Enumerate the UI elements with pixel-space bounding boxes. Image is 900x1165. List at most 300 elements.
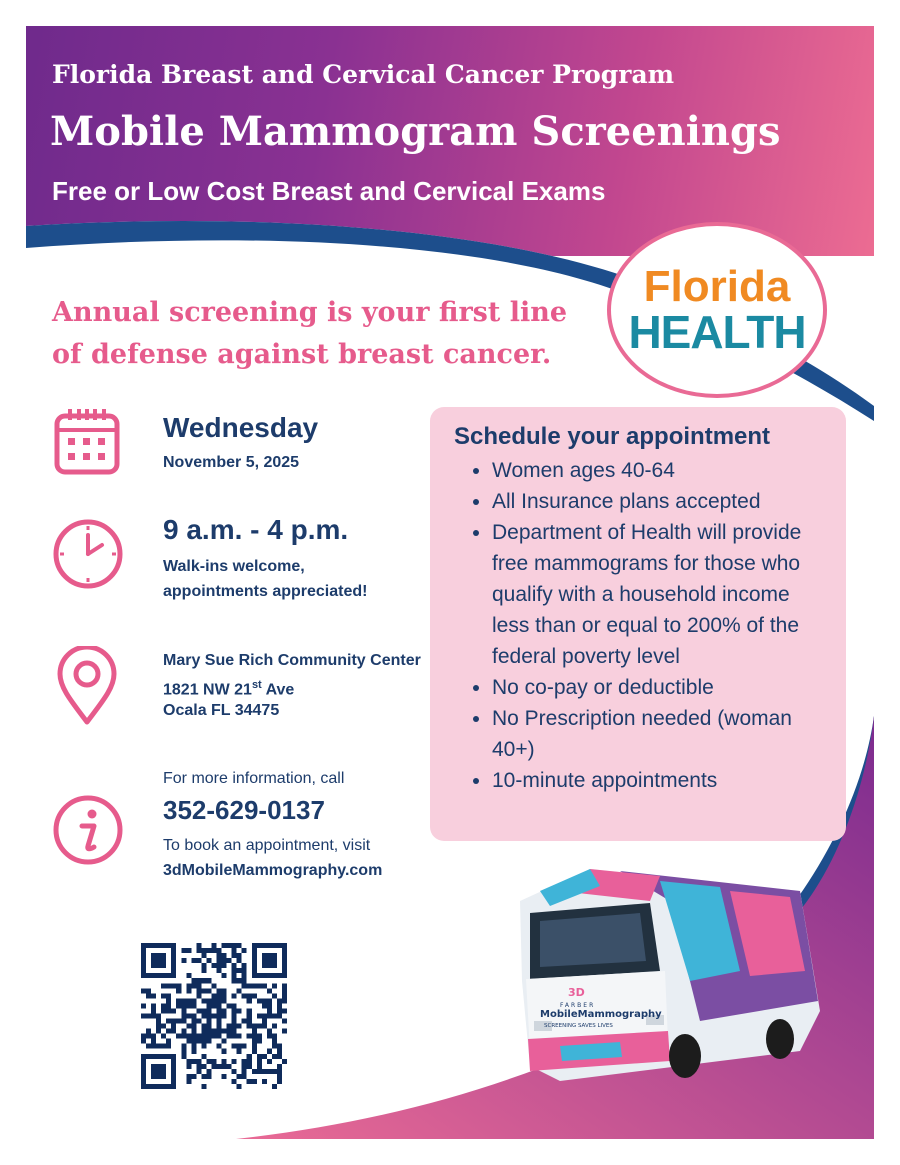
- qr-module: [217, 1024, 222, 1029]
- qr-module: [181, 1008, 186, 1013]
- qr-module: [272, 1024, 277, 1029]
- event-date: November 5, 2025: [163, 454, 300, 471]
- qr-module: [146, 993, 151, 998]
- qr-module: [201, 1013, 206, 1018]
- qr-module: [201, 1008, 206, 1013]
- qr-module: [141, 1013, 146, 1018]
- qr-module: [242, 963, 247, 968]
- location-pin-icon: [52, 646, 122, 726]
- qr-module: [196, 1069, 201, 1074]
- qr-module: [196, 958, 201, 963]
- bus-brand-farber: FARBER: [560, 1002, 596, 1009]
- qr-module: [242, 1059, 247, 1064]
- qr-module: [186, 988, 191, 993]
- qr-module: [222, 1013, 227, 1018]
- qr-module: [232, 1034, 237, 1039]
- qr-module: [196, 1034, 201, 1039]
- bus-brand-slogan: SCREENING SAVES LIVES: [544, 1023, 613, 1029]
- qr-module: [166, 1019, 171, 1024]
- qr-module: [232, 1019, 237, 1024]
- qr-module: [191, 958, 196, 963]
- qr-module: [201, 1074, 206, 1079]
- qr-module: [161, 1024, 166, 1029]
- qr-module: [262, 1054, 267, 1059]
- qr-module: [166, 998, 171, 1003]
- qr-module: [277, 1064, 282, 1069]
- qr-module: [237, 943, 242, 948]
- qr-module: [282, 1019, 287, 1024]
- qr-module: [237, 1084, 242, 1089]
- qr-module: [151, 1044, 156, 1049]
- qr-module: [232, 993, 237, 998]
- qr-module: [146, 1044, 151, 1049]
- clock-icon: [52, 518, 124, 590]
- qr-module: [232, 1029, 237, 1034]
- qr-module: [262, 1019, 267, 1024]
- qr-module: [272, 983, 277, 988]
- qr-module: [247, 1034, 252, 1039]
- qr-module: [237, 958, 242, 963]
- qr-module: [217, 958, 222, 963]
- qr-module: [211, 1064, 216, 1069]
- qr-module: [186, 1064, 191, 1069]
- qr-module: [181, 958, 186, 963]
- page-title: Mobile Mammogram Screenings: [50, 108, 781, 155]
- qr-module: [201, 978, 206, 983]
- qr-module: [232, 963, 237, 968]
- qr-module: [166, 1003, 171, 1008]
- qr-module: [191, 1044, 196, 1049]
- qr-module: [237, 968, 242, 973]
- qr-module: [282, 998, 287, 1003]
- qr-module: [206, 1074, 211, 1079]
- qr-module: [222, 958, 227, 963]
- qr-module: [211, 1029, 216, 1034]
- qr-module: [272, 1044, 277, 1049]
- qr-module: [151, 1003, 156, 1008]
- qr-module: [176, 1034, 181, 1039]
- qr-module: [146, 1034, 151, 1039]
- qr-module: [161, 1034, 166, 1039]
- qr-module: [267, 1034, 272, 1039]
- qr-module: [191, 1019, 196, 1024]
- qr-module: [277, 1069, 282, 1074]
- qr-module: [257, 1069, 262, 1074]
- qr-module: [201, 968, 206, 973]
- qr-module: [206, 1029, 211, 1034]
- qr-module: [272, 1069, 277, 1074]
- qr-module: [206, 1069, 211, 1074]
- qr-module: [222, 1049, 227, 1054]
- qr-module: [217, 968, 222, 973]
- qr-module: [191, 1049, 196, 1054]
- qr-module: [166, 983, 171, 988]
- qr-module: [171, 1019, 176, 1024]
- qr-module: [206, 1008, 211, 1013]
- qr-module: [222, 963, 227, 968]
- qr-module: [232, 1079, 237, 1084]
- qr-module: [232, 948, 237, 953]
- qr-module: [171, 983, 176, 988]
- qr-module: [237, 988, 242, 993]
- qr-module: [206, 998, 211, 1003]
- qr-module: [211, 993, 216, 998]
- qr-module: [222, 943, 227, 948]
- qr-module: [151, 1013, 156, 1018]
- qr-module: [201, 963, 206, 968]
- qr-module: [206, 958, 211, 963]
- qr-module: [262, 983, 267, 988]
- schedule-item: • No co-pay or deductible: [492, 672, 828, 703]
- qr-module: [257, 1059, 262, 1064]
- qr-module: [242, 1074, 247, 1079]
- qr-module: [277, 998, 282, 1003]
- qr-module: [237, 953, 242, 958]
- qr-module: [232, 1024, 237, 1029]
- qr-module: [272, 993, 277, 998]
- qr-module: [201, 998, 206, 1003]
- qr-module: [237, 1074, 242, 1079]
- qr-module: [217, 988, 222, 993]
- qr-module: [206, 988, 211, 993]
- qr-module: [206, 948, 211, 953]
- qr-module: [186, 983, 191, 988]
- venue-city: Ocala FL 34475: [163, 702, 280, 719]
- qr-module: [267, 1059, 272, 1064]
- qr-module: [242, 993, 247, 998]
- qr-module: [186, 973, 191, 978]
- qr-module: [201, 953, 206, 958]
- qr-module: [201, 1034, 206, 1039]
- event-day: Wednesday: [163, 412, 319, 443]
- qr-module: [232, 1003, 237, 1008]
- qr-module: [196, 1039, 201, 1044]
- qr-module: [186, 1034, 191, 1039]
- qr-module: [166, 993, 171, 998]
- qr-module: [232, 1013, 237, 1018]
- qr-module: [277, 1074, 282, 1079]
- qr-module: [196, 1008, 201, 1013]
- qr-module: [146, 988, 151, 993]
- qr-module: [176, 1003, 181, 1008]
- qr-module: [257, 1039, 262, 1044]
- qr-module: [222, 998, 227, 1003]
- qr-module: [272, 1034, 277, 1039]
- qr-module: [141, 1034, 146, 1039]
- qr-module: [262, 1013, 267, 1018]
- qr-module: [176, 983, 181, 988]
- qr-module: [206, 978, 211, 983]
- qr-module: [247, 1059, 252, 1064]
- qr-module: [201, 1064, 206, 1069]
- qr-module: [222, 1029, 227, 1034]
- qr-module: [211, 998, 216, 1003]
- qr-module: [211, 983, 216, 988]
- qr-module: [237, 1049, 242, 1054]
- qr-module: [156, 1029, 161, 1034]
- qr-module: [217, 1008, 222, 1013]
- qr-module: [186, 1074, 191, 1079]
- qr-module: [247, 1013, 252, 1018]
- info-icon: [52, 794, 124, 866]
- qr-module: [242, 968, 247, 973]
- qr-module: [206, 1003, 211, 1008]
- qr-module: [161, 1044, 166, 1049]
- qr-module: [166, 1039, 171, 1044]
- qr-module: [227, 1064, 232, 1069]
- qr-module: [211, 943, 216, 948]
- qr-module: [237, 1034, 242, 1039]
- qr-module: [277, 1049, 282, 1054]
- qr-module: [186, 1059, 191, 1064]
- qr-module: [222, 973, 227, 978]
- qr-module: [186, 1079, 191, 1084]
- qr-module: [191, 1059, 196, 1064]
- qr-module: [206, 1034, 211, 1039]
- qr-module: [191, 1034, 196, 1039]
- qr-module: [161, 1003, 166, 1008]
- qr-module: [242, 983, 247, 988]
- qr-module: [186, 998, 191, 1003]
- qr-module: [186, 1039, 191, 1044]
- qr-module: [222, 953, 227, 958]
- qr-module: [211, 1013, 216, 1018]
- qr-module: [242, 973, 247, 978]
- qr-module: [267, 1069, 272, 1074]
- qr-module: [277, 1008, 282, 1013]
- qr-module: [217, 1034, 222, 1039]
- qr-module: [232, 943, 237, 948]
- qr-module: [151, 1039, 156, 1044]
- qr-module: [211, 1059, 216, 1064]
- qr-module: [232, 953, 237, 958]
- qr-module: [191, 1013, 196, 1018]
- qr-module: [196, 983, 201, 988]
- qr-module: [262, 1079, 267, 1084]
- qr-module: [156, 1024, 161, 1029]
- qr-module: [217, 963, 222, 968]
- schedule-box: [430, 407, 846, 841]
- qr-module: [211, 1003, 216, 1008]
- qr-module: [252, 1029, 257, 1034]
- mobile-mammography-bus: [500, 861, 835, 1091]
- qr-module: [222, 993, 227, 998]
- qr-module: [156, 1013, 161, 1018]
- qr-module: [181, 1003, 186, 1008]
- qr-module: [171, 1024, 176, 1029]
- qr-module: [277, 1079, 282, 1084]
- qr-module: [257, 1034, 262, 1039]
- qr-module: [166, 1008, 171, 1013]
- qr-module: [217, 993, 222, 998]
- qr-module: [206, 1019, 211, 1024]
- qr-module: [151, 993, 156, 998]
- qr-module: [196, 978, 201, 983]
- qr-module: [206, 1013, 211, 1018]
- qr-module: [227, 1034, 232, 1039]
- qr-module: [252, 1024, 257, 1029]
- qr-module: [211, 963, 216, 968]
- qr-module: [217, 1044, 222, 1049]
- qr-module: [252, 1044, 257, 1049]
- walkins-line-1: Walk-ins welcome,: [163, 558, 305, 575]
- qr-module: [247, 1019, 252, 1024]
- qr-module: [181, 1029, 186, 1034]
- qr-module: [267, 1003, 272, 1008]
- qr-module: [267, 998, 272, 1003]
- florida-health-logo: [607, 222, 827, 398]
- schedule-item: • Women ages 40-64: [492, 455, 828, 486]
- qr-module: [191, 1029, 196, 1034]
- info-line: For more information, call: [163, 770, 345, 787]
- qr-module: [237, 1024, 242, 1029]
- qr-module: [272, 1084, 277, 1089]
- qr-module: [217, 953, 222, 958]
- qr-module: [247, 998, 252, 1003]
- logo-florida-text: Florida: [643, 262, 791, 311]
- qr-module: [201, 1039, 206, 1044]
- qr-module: [217, 948, 222, 953]
- qr-module: [262, 1024, 267, 1029]
- qr-module: [277, 1003, 282, 1008]
- venue-name: Mary Sue Rich Community Center: [163, 652, 421, 669]
- qr-module: [196, 993, 201, 998]
- qr-module: [181, 1034, 186, 1039]
- qr-module: [242, 948, 247, 953]
- qr-module: [201, 1084, 206, 1089]
- qr-module: [262, 1003, 267, 1008]
- qr-module: [191, 998, 196, 1003]
- qr-module: [217, 1064, 222, 1069]
- qr-module: [267, 1008, 272, 1013]
- qr-module: [242, 1044, 247, 1049]
- tagline: Annual screening is your first line of defense against breast cancer.: [52, 297, 568, 370]
- qr-module: [206, 1059, 211, 1064]
- schedule-item: • 10-minute appointments: [492, 765, 828, 796]
- qr-module: [201, 1054, 206, 1059]
- qr-module: [171, 1029, 176, 1034]
- qr-module: [267, 1049, 272, 1054]
- qr-module: [267, 988, 272, 993]
- address-ordinal: st: [251, 679, 262, 691]
- qr-module: [247, 1008, 252, 1013]
- qr-module: [217, 998, 222, 1003]
- qr-module: [227, 1029, 232, 1034]
- qr-module: [176, 1019, 181, 1024]
- qr-module: [191, 983, 196, 988]
- qr-module: [282, 1008, 287, 1013]
- qr-module: [252, 1034, 257, 1039]
- qr-module: [277, 1054, 282, 1059]
- qr-module: [141, 1003, 146, 1008]
- qr-module: [201, 1029, 206, 1034]
- qr-module: [252, 1039, 257, 1044]
- qr-module: [141, 1039, 146, 1044]
- schedule-item: • Department of Health will provide free mammograms for those who qualify with a household income less than or equal to 200% of the federal poverty level: [492, 517, 828, 672]
- qr-module: [217, 1029, 222, 1034]
- qr-module: [217, 1003, 222, 1008]
- qr-module: [232, 1044, 237, 1049]
- qr-module: [272, 1039, 277, 1044]
- qr-module: [181, 1044, 186, 1049]
- qr-module: [186, 1013, 191, 1018]
- qr-module: [237, 1044, 242, 1049]
- qr-module: [196, 943, 201, 948]
- qr-module: [257, 983, 262, 988]
- logo-health-text: HEALTH: [628, 306, 806, 358]
- page-subtitle: Free or Low Cost Breast and Cervical Exams: [52, 176, 606, 206]
- qr-module: [146, 1029, 151, 1034]
- qr-module: [257, 1013, 262, 1018]
- qr-module: [232, 1059, 237, 1064]
- qr-module: [267, 1013, 272, 1018]
- qr-module: [181, 1013, 186, 1018]
- qr-module: [151, 1034, 156, 1039]
- program-name: Florida Breast and Cervical Cancer Program: [52, 60, 675, 89]
- qr-module: [196, 1064, 201, 1069]
- qr-module: [222, 1064, 227, 1069]
- qr-module: [151, 1008, 156, 1013]
- bus-brand-name: MobileMammography: [540, 1009, 662, 1020]
- qr-module: [262, 1069, 267, 1074]
- qr-module: [222, 1039, 227, 1044]
- qr-module: [171, 1008, 176, 1013]
- schedule-item: • All Insurance plans accepted: [492, 486, 828, 517]
- qr-module: [161, 993, 166, 998]
- qr-module: [201, 1024, 206, 1029]
- qr-module: [141, 988, 146, 993]
- qr-module: [222, 1008, 227, 1013]
- qr-module: [257, 998, 262, 1003]
- qr-module: [211, 1034, 216, 1039]
- qr-module: [247, 1079, 252, 1084]
- website-link[interactable]: 3dMobileMammography.com: [163, 862, 383, 879]
- qr-module: [257, 1024, 262, 1029]
- qr-module: [267, 1029, 272, 1034]
- qr-module: [262, 998, 267, 1003]
- qr-module: [166, 1029, 171, 1034]
- qr-module: [191, 1024, 196, 1029]
- qr-module: [161, 983, 166, 988]
- qr-module: [176, 988, 181, 993]
- address-number: 1821 NW 21: [163, 681, 252, 699]
- qr-code[interactable]: [141, 943, 287, 1089]
- qr-module: [272, 1054, 277, 1059]
- qr-module: [227, 943, 232, 948]
- qr-module: [252, 1049, 257, 1054]
- qr-module: [232, 968, 237, 973]
- phone-number[interactable]: 352-629-0137: [163, 795, 325, 825]
- qr-module: [242, 978, 247, 983]
- qr-module: [181, 998, 186, 1003]
- qr-module: [196, 1059, 201, 1064]
- qr-module: [252, 983, 257, 988]
- bus-brand-3d: 3D: [568, 986, 585, 999]
- qr-module: [201, 1044, 206, 1049]
- qr-module: [186, 948, 191, 953]
- qr-module: [191, 1039, 196, 1044]
- qr-module: [176, 998, 181, 1003]
- qr-module: [166, 1044, 171, 1049]
- qr-module: [196, 988, 201, 993]
- flyer-page: [26, 26, 874, 1139]
- qr-module: [242, 1064, 247, 1069]
- qr-module: [272, 1013, 277, 1018]
- qr-module: [186, 1024, 191, 1029]
- qr-module: [227, 1024, 232, 1029]
- qr-module: [201, 948, 206, 953]
- qr-module: [282, 983, 287, 988]
